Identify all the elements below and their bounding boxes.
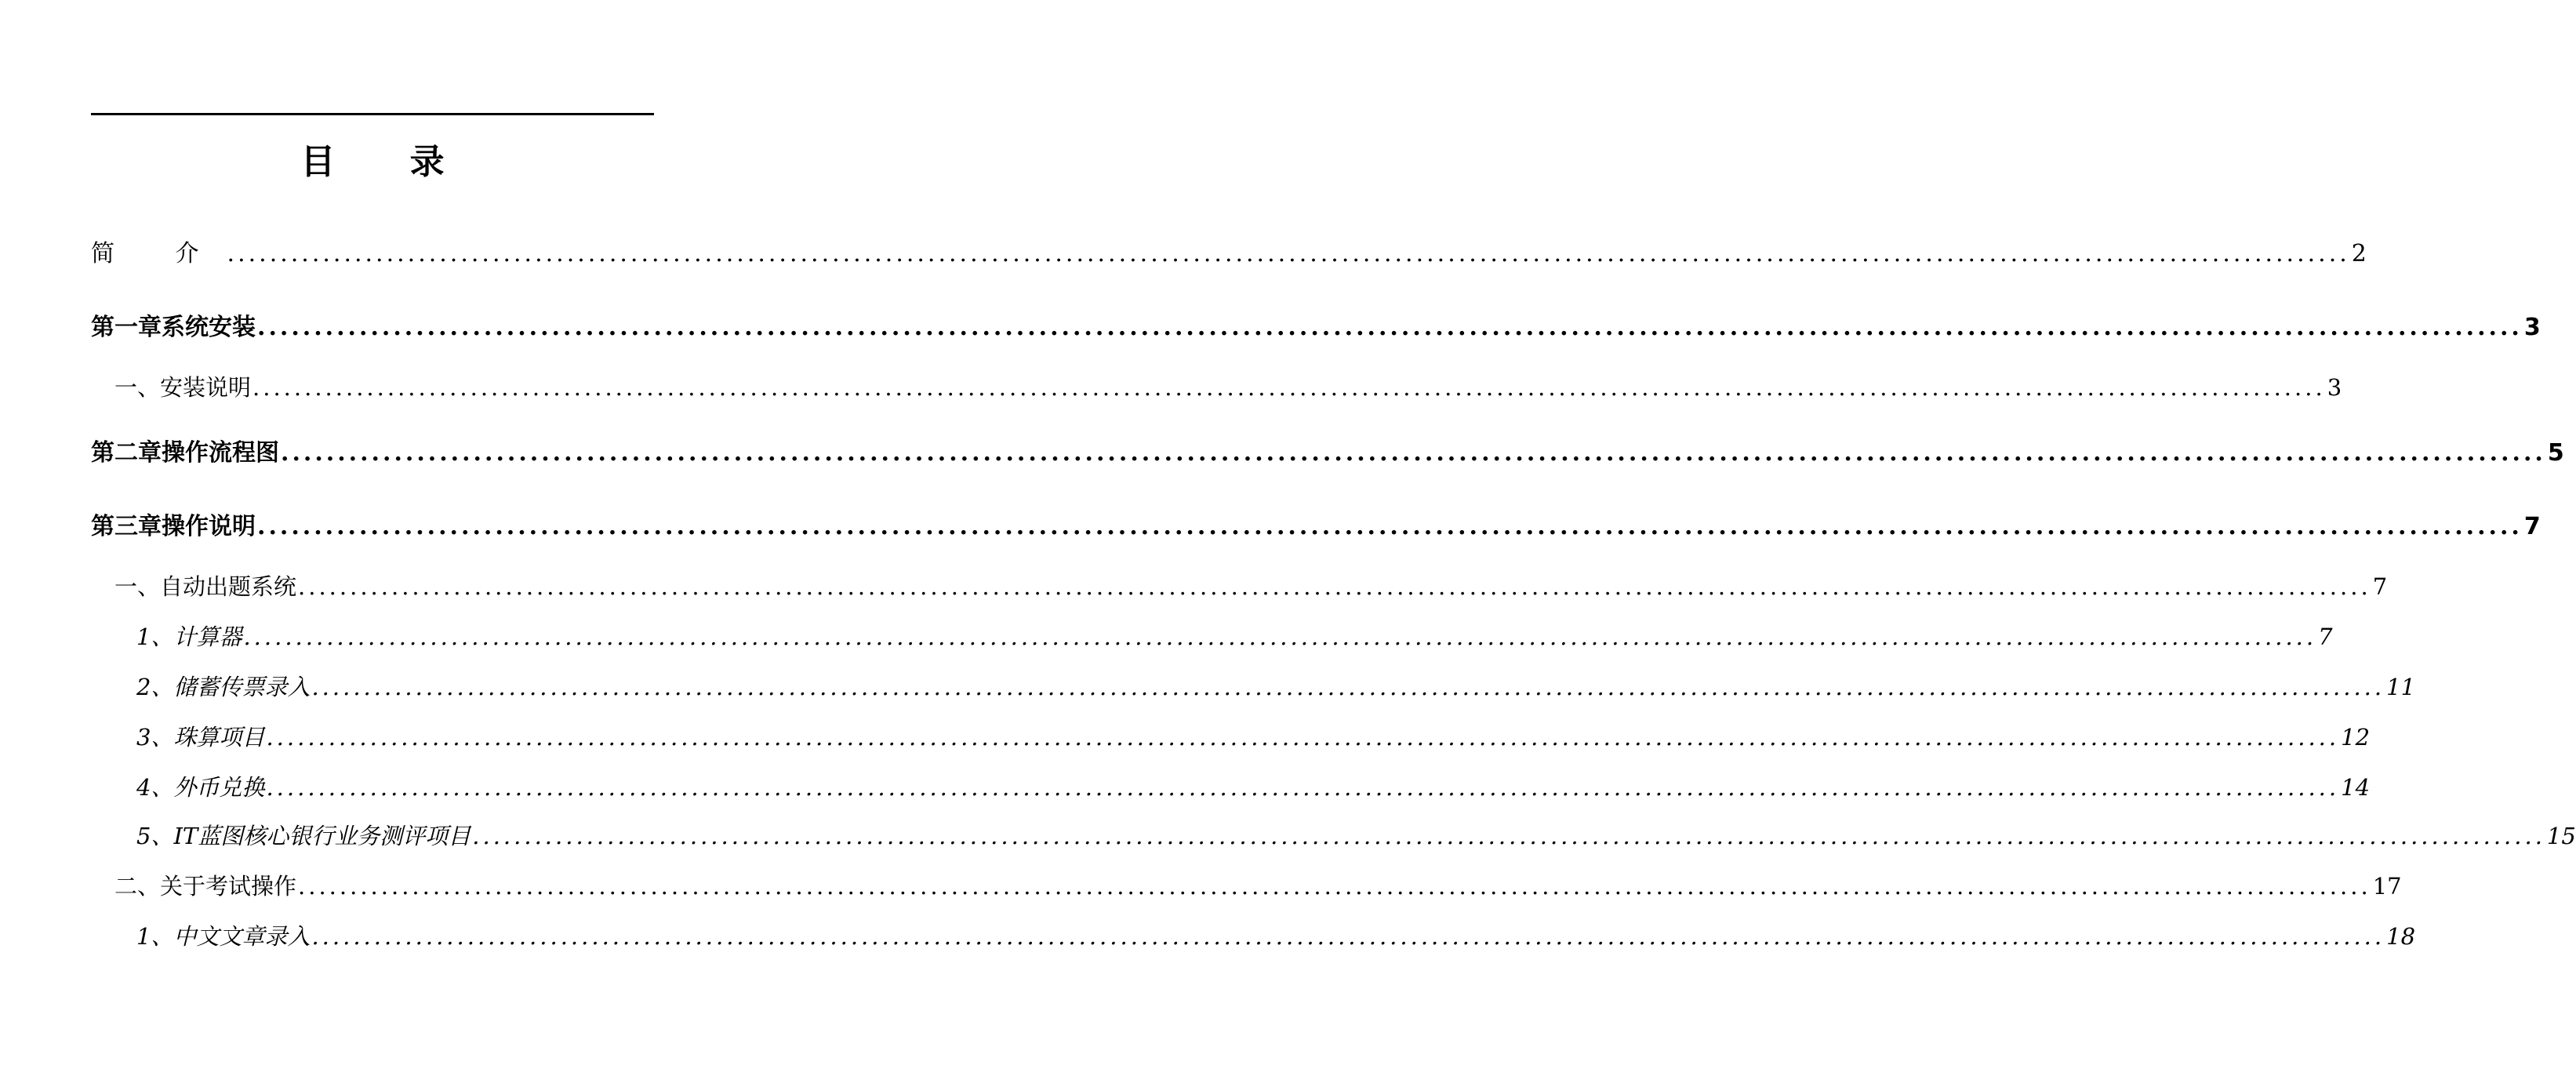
toc-entry-number: 2、 (136, 674, 174, 700)
toc-entry-number: 一、 (114, 374, 161, 401)
toc-entry[interactable] (91, 307, 2541, 342)
toc-entry-page-number: 7 (2318, 623, 2333, 650)
dot-leader: ........................................................................................................................................................................................................ (472, 823, 2545, 849)
toc-entry-title: 系统安装 (162, 314, 256, 341)
toc-entry-title: 珠算项目 (173, 724, 265, 751)
toc-entry-page-number: 3 (2327, 374, 2342, 401)
toc-entry-number: 第二章 (91, 439, 162, 467)
toc-entry[interactable] (91, 507, 2541, 541)
toc-entry-number: 1、 (136, 923, 174, 950)
toc-entry-page-number: 3 (2523, 314, 2541, 341)
toc-entry-title: IT蓝图核心银行业务测评项目 (173, 823, 471, 849)
toc-entry[interactable] (136, 770, 2371, 802)
dot-leader: ........................................................................................................................................................................................................ (266, 724, 2340, 751)
toc-entry[interactable] (136, 620, 2333, 652)
page-title: 目 录 (300, 142, 476, 182)
toc-entry-title: 操作说明 (162, 513, 256, 540)
toc-entry[interactable] (91, 433, 2564, 467)
toc-entry-number: 一、 (114, 573, 161, 600)
toc-entry[interactable] (91, 234, 2367, 268)
toc-entry-title: 简 介 (91, 240, 226, 267)
toc-entry-title: 计算器 (173, 623, 242, 650)
toc-entry-title: 储蓄传票录入 (173, 674, 311, 700)
toc-entry-page-number: 15 (2546, 823, 2576, 849)
header-rule (91, 113, 654, 115)
toc-entry[interactable] (136, 819, 2576, 851)
toc-entry-number: 4、 (136, 774, 174, 801)
toc-entry-title: 操作流程图 (162, 439, 279, 467)
toc-entry-page-number: 12 (2341, 724, 2371, 751)
toc-entry[interactable] (136, 919, 2416, 951)
dot-leader: ........................................................................................................................................................................................................ (257, 314, 2523, 341)
dot-leader: ........................................................................................................................................................................................................ (257, 513, 2523, 540)
toc-entry[interactable] (114, 869, 2402, 901)
dot-leader: ........................................................................................................................................................................................................ (298, 573, 2371, 600)
dot-leader: ........................................................................................................................................................................................................ (253, 374, 2326, 401)
dot-leader: ........................................................................................................................................................................................................ (281, 439, 2546, 467)
toc-entry-number: 第一章 (91, 314, 162, 341)
dot-leader: ........................................................................................................................................................................................................ (311, 674, 2385, 700)
dot-leader: ........................................................................................................................................................................................................ (243, 623, 2317, 650)
toc-entry-title: 自动出题系统 (160, 573, 297, 600)
dot-leader: ........................................................................................................................................................................................................ (311, 923, 2385, 950)
toc-entry-page-number: 17 (2372, 873, 2402, 900)
toc-entry-number: 1、 (136, 623, 174, 650)
toc-entry-title: 外币兑换 (173, 774, 265, 801)
toc-entry-title: 安装说明 (160, 374, 252, 401)
toc-entry-number: 5、 (136, 823, 174, 849)
toc-entry-page-number: 5 (2547, 439, 2564, 467)
dot-leader: ........................................................................................................................................................................................................ (227, 240, 2350, 267)
toc-entry-number: 3、 (136, 724, 174, 751)
toc-entry-page-number: 7 (2523, 513, 2541, 540)
dot-leader: ........................................................................................................................................................................................................ (266, 774, 2340, 801)
toc-entry[interactable] (114, 569, 2388, 602)
toc-entry-page-number: 2 (2351, 240, 2367, 267)
toc-entry-page-number: 11 (2386, 674, 2416, 700)
toc-entry-page-number: 14 (2341, 774, 2371, 801)
toc-entry[interactable] (136, 670, 2416, 702)
dot-leader: ........................................................................................................................................................................................................ (298, 873, 2371, 900)
toc-entry[interactable] (136, 720, 2371, 752)
toc-entry-page-number: 7 (2372, 573, 2388, 600)
toc-entry-number: 第三章 (91, 513, 162, 540)
toc-entry[interactable] (114, 370, 2342, 402)
toc-entry-page-number: 18 (2386, 923, 2416, 950)
toc-entry-title: 中文文章录入 (173, 923, 311, 950)
toc-entry-number: 二、 (114, 873, 161, 900)
toc-entry-title: 关于考试操作 (160, 873, 297, 900)
